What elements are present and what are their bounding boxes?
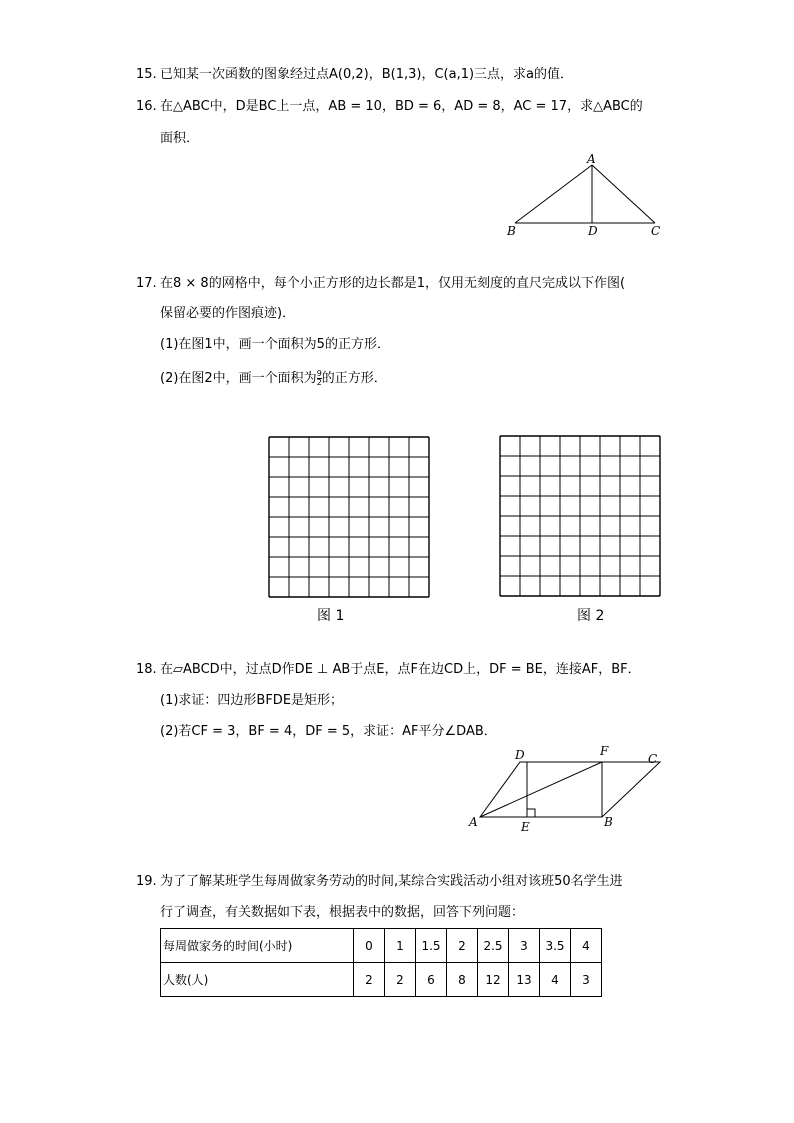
grid-figure-1 — [268, 436, 430, 598]
label-f: F — [600, 744, 609, 758]
segment-af — [480, 762, 602, 817]
question-number: 19. — [136, 874, 157, 889]
table-cell: 1.5 — [416, 929, 447, 963]
right-angle-mark — [527, 809, 535, 817]
label-a: A — [469, 815, 478, 829]
label-a: A — [587, 152, 596, 166]
row-header-count: 人数(人) — [161, 963, 354, 997]
table-cell: 3.5 — [540, 929, 571, 963]
question-17-part-2: (2)在图2中，画一个面积为 $\frac{9}{2}$ 的正方形． — [160, 369, 387, 387]
parallelogram-figure — [465, 742, 665, 837]
question-text: 为了了解某班学生每周做家务劳动的时间,某综合实践活动小组对该班50名学生进 — [160, 874, 623, 889]
label-e: E — [521, 820, 530, 834]
question-number: 16. — [136, 99, 157, 114]
table-cell: 3 — [571, 963, 602, 997]
table-cell: 3 — [509, 929, 540, 963]
segment-ab — [515, 165, 592, 223]
table-cell: 4 — [540, 963, 571, 997]
table-cell: 2 — [447, 929, 478, 963]
question-15 — [136, 66, 573, 84]
question-number: 15. — [136, 67, 157, 82]
housework-time-table — [160, 928, 602, 997]
question-18 — [136, 661, 641, 679]
triangle-figure — [500, 150, 670, 240]
fraction-nine-halves: $\frac{9}{2}$ — [316, 369, 322, 387]
table-cell: 12 — [478, 963, 509, 997]
question-17-continuation: 保留必要的作图痕迹)． — [160, 306, 296, 321]
question-17-part-1: (1)在图1中，画一个面积为5的正方形． — [160, 337, 390, 352]
question-17 — [136, 275, 625, 293]
question-text: 在8 × 8的网格中，每个小正方形的边长都是1，仅用无刻度的直尺完成以下作图( — [160, 276, 626, 291]
label-d: D — [588, 224, 598, 238]
question-18-part-1: (1)求证：四边形BFDE是矩形； — [160, 693, 344, 708]
table-row — [161, 963, 602, 997]
label-b: B — [507, 224, 516, 238]
table-cell: 13 — [509, 963, 540, 997]
label-c: C — [648, 752, 658, 766]
table-cell: 2.5 — [478, 929, 509, 963]
figure-2-caption: 图 2 — [577, 608, 605, 624]
question-number: 18. — [136, 662, 157, 677]
label-d: D — [515, 748, 525, 762]
grid-figure-2 — [499, 435, 661, 597]
label-b: B — [604, 815, 613, 829]
segment-ac — [592, 165, 655, 223]
parallelogram-abcd — [480, 762, 660, 817]
figure-1-caption: 图 1 — [317, 608, 345, 624]
label-c: C — [651, 224, 661, 238]
table-cell: 6 — [416, 963, 447, 997]
table-cell: 2 — [385, 963, 416, 997]
row-header-time: 每周做家务的时间(小时) — [161, 929, 354, 963]
question-number: 17. — [136, 276, 157, 291]
table-cell: 8 — [447, 963, 478, 997]
table-cell: 2 — [354, 963, 385, 997]
question-text: 在▱ABCD中，过点D作DE ⊥ AB于点E，点F在边CD上，DF = BE，连接AF，BF． — [160, 662, 641, 677]
table-cell: 0 — [354, 929, 385, 963]
table-cell: 1 — [385, 929, 416, 963]
question-18-part-2: (2)若CF = 3，BF = 4，DF = 5，求证：AF平分∠DAB． — [160, 724, 497, 739]
question-text: 在△ABC中，D是BC上一点，AB = 10，BD = 6，AD = 8，AC = 17，求△ABC的 — [160, 99, 643, 114]
question-19 — [136, 873, 623, 891]
question-text: 已知某一次函数的图象经过点A(0,2)，B(1,3)，C(a,1)三点，求a的值． — [160, 67, 574, 82]
table-cell: 4 — [571, 929, 602, 963]
table-row — [161, 929, 602, 963]
question-16 — [136, 98, 643, 116]
question-16-continuation: 面积． — [160, 131, 200, 146]
question-19-continuation: 行了调查，有关数据如下表，根据表中的数据，回答下列问题： — [160, 905, 525, 920]
